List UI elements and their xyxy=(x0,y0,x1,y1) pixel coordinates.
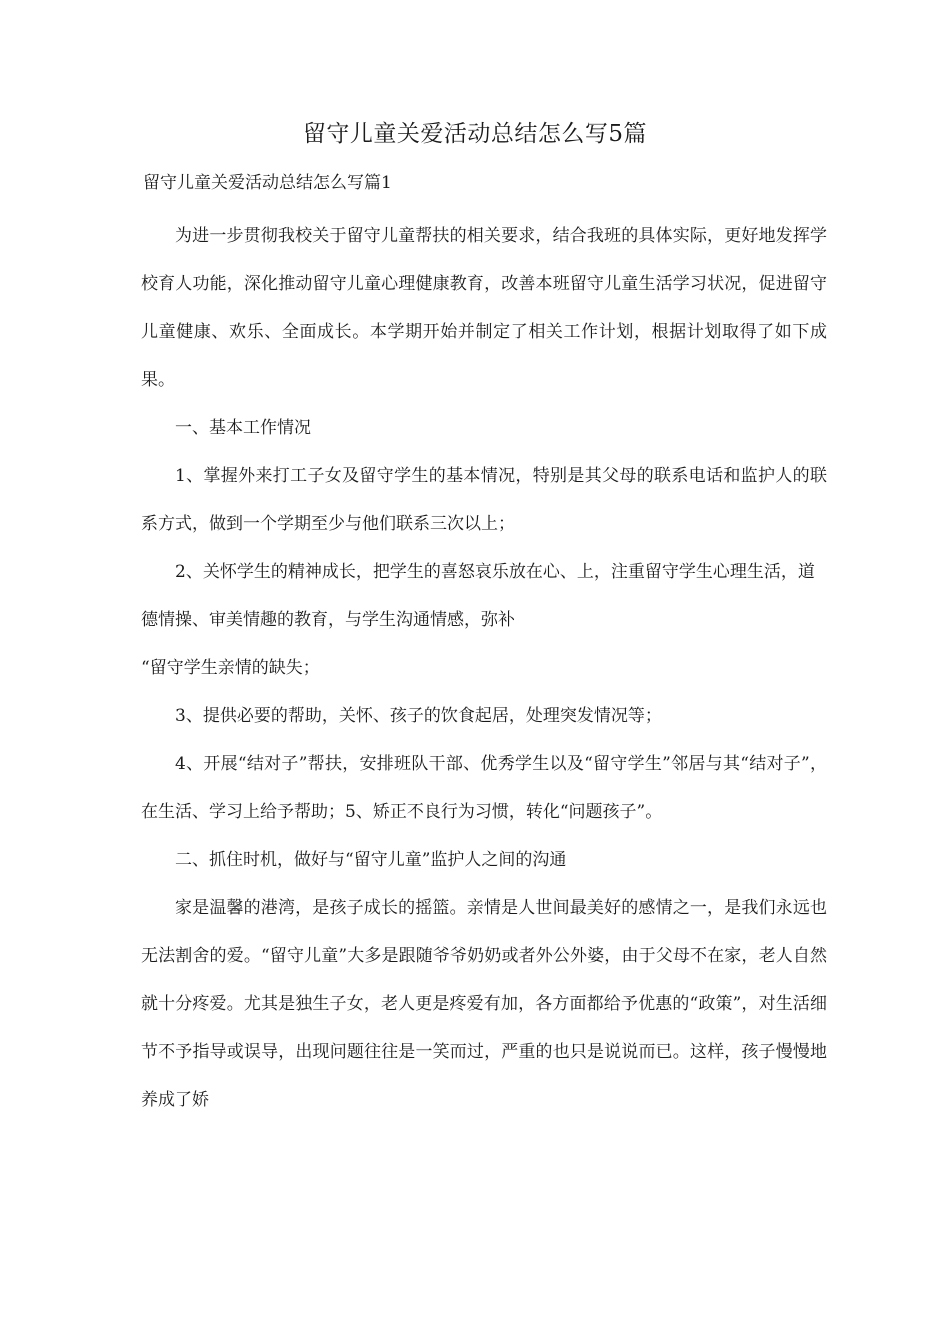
heading-communication: 二、抓住时机，做好与“留守儿童”监护人之间的沟通 xyxy=(175,850,567,870)
paragraph-intro: 为进一步贯彻我校关于留守儿童帮扶的相关要求，结合我班的具体实际，更好地发挥学校育人功能，深化推动留守儿童心理健康教育，改善本班留守儿童生活学习状况，促进留守儿童健康、欢乐、全面成长。本学期开始并制定了相关工作计划，根据计划取得了如下成果。 xyxy=(141,226,827,390)
paragraph-family: 家是温馨的港湾，是孩子成长的摇篮。亲情是人世间最美好的感情之一，是我们永远也无法割舍的爱。“留守儿童”大多是跟随爷爷奶奶或者外公外婆，由于父母不在家，老人自然就十分疼爱。尤其是独生子女，老人更是疼爱有加，各方面都给予优惠的“政策”，对生活细节不予指导或误导，出现问题往往是一笑而过，严重的也只是说说而已。这样，孩子慢慢地养成了娇 xyxy=(141,898,827,1110)
paragraph-item-2: 2、关怀学生的精神成长，把学生的喜怒哀乐放在心、上，注重留守学生心理生活，道德情操、审美情趣的教育，与学生沟通情感，弥补 xyxy=(141,562,815,630)
paragraph-item-4-5: 4、开展“结对子”帮扶，安排班队干部、优秀学生以及“留守学生”邻居与其“结对子”，在生活、学习上给予帮助；5、矫正不良行为习惯，转化“问题孩子”。 xyxy=(141,754,827,822)
document-title: 留守儿童关爱活动总结怎么写5篇 xyxy=(302,121,648,147)
paragraph-item-1: 1、掌握外来打工子女及留守学生的基本情况，特别是其父母的联系电话和监护人的联系方式，做到一个学期至少与他们联系三次以上； xyxy=(141,466,827,534)
section-subtitle: 留守儿童关爱活动总结怎么写篇1 xyxy=(143,173,392,193)
paragraph-item-2-continued: “留守学生亲情的缺失； xyxy=(141,658,320,678)
document-body xyxy=(141,212,827,1124)
heading-basic-work: 一、基本工作情况 xyxy=(175,418,311,438)
paragraph-item-3: 3、提供必要的帮助，关怀、孩子的饮食起居，处理突发情况等； xyxy=(175,706,662,726)
